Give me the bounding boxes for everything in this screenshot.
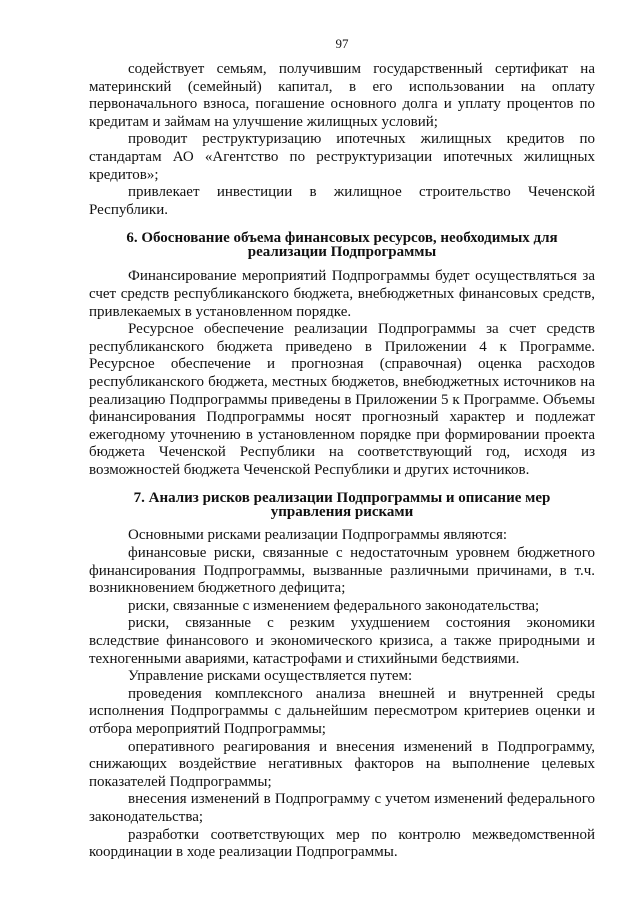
section-6-paragraph-2: Ресурсное обеспечение реализации Подпрограммы за счет средств республиканского бюджета приведено в Приложении 4 к Программе. Ресурсное обеспечение и прогнозная (справочная) оценка расходов республиканского бюджета, местных бюджетов, внебюджетных источников на реализацию Подпрограммы приведены в Приложении 5 к Программе. Объемы финансирования Подпрограммы носят прогнозный характер и подлежат ежегодному уточнению в установленном порядке при формировании проекта бюджета Чеченской Республики на соответствующий год, исходя из возможностей бюджета Чеченской Республики и других источников. (89, 321, 595, 478)
intro-paragraph-2: проводит реструктуризацию ипотечных жилищных кредитов по стандартам АО «Агентство по реструктуризации ипотечных жилищных кредитов»; (89, 131, 595, 183)
section-7-paragraph-1: Основными рисками реализации Подпрограммы являются: (128, 527, 508, 544)
section-7-paragraph-7: оперативного реагирования и внесения изменений в Подпрограмму, снижающих воздействие негативных факторов на выполнение целевых показателей Подпрограммы; (89, 738, 595, 790)
section-7-paragraph-6: проведения комплексного анализа внешней и внутренней среды исполнения Подпрограммы с дальнейшим пересмотром критериев оценки и отбора мероприятий Подпрограммы; (89, 685, 595, 737)
section-7-paragraph-2: финансовые риски, связанные с недостаточным уровнем бюджетного финансирования Подпрограммы, вызванные различными причинами, в т.ч. возникновением бюджетного дефицита; (89, 545, 595, 597)
section-7-paragraph-4: риски, связанные с резким ухудшением состояния экономики вследствие финансового и экономического кризиса, а также природными и техногенными авариями, катастрофами и стихийными бедствиями. (89, 615, 595, 667)
page-number: 97 (335, 36, 349, 51)
section-7-heading: 7. Анализ рисков реализации Подпрограммы и описание мер управления рисками (133, 490, 551, 520)
section-6-heading: 6. Обоснование объема финансовых ресурсов, необходимых для реализации Подпрограммы (126, 230, 558, 260)
section-7-paragraph-8: внесения изменений в Подпрограмму с учетом изменений федерального законодательства; (89, 791, 595, 825)
intro-paragraph-3: привлекает инвестиции в жилищное строительство Чеченской Республики. (89, 184, 595, 218)
intro-paragraph-1: содействует семьям, получившим государственный сертификат на материнский (семейный) капитал, в его использовании на оплату первоначального взноса, погашение основного долга и уплату процентов по кредитам и займам на улучшение жилищных условий; (89, 61, 595, 130)
section-7-paragraph-3: риски, связанные с изменением федерального законодательства; (128, 597, 540, 614)
document-page (89, 36, 595, 862)
section-7-paragraph-5: Управление рисками осуществляется путем: (128, 668, 413, 685)
section-6-paragraph-1: Финансирование мероприятий Подпрограммы будет осуществляться за счет средств республиканского бюджета, внебюджетных финансовых средств, привлекаемых в установленном порядке. (89, 268, 595, 320)
section-7-paragraph-9: разработки соответствующих мер по контролю межведомственной координации в ходе реализации Подпрограммы. (89, 826, 595, 861)
